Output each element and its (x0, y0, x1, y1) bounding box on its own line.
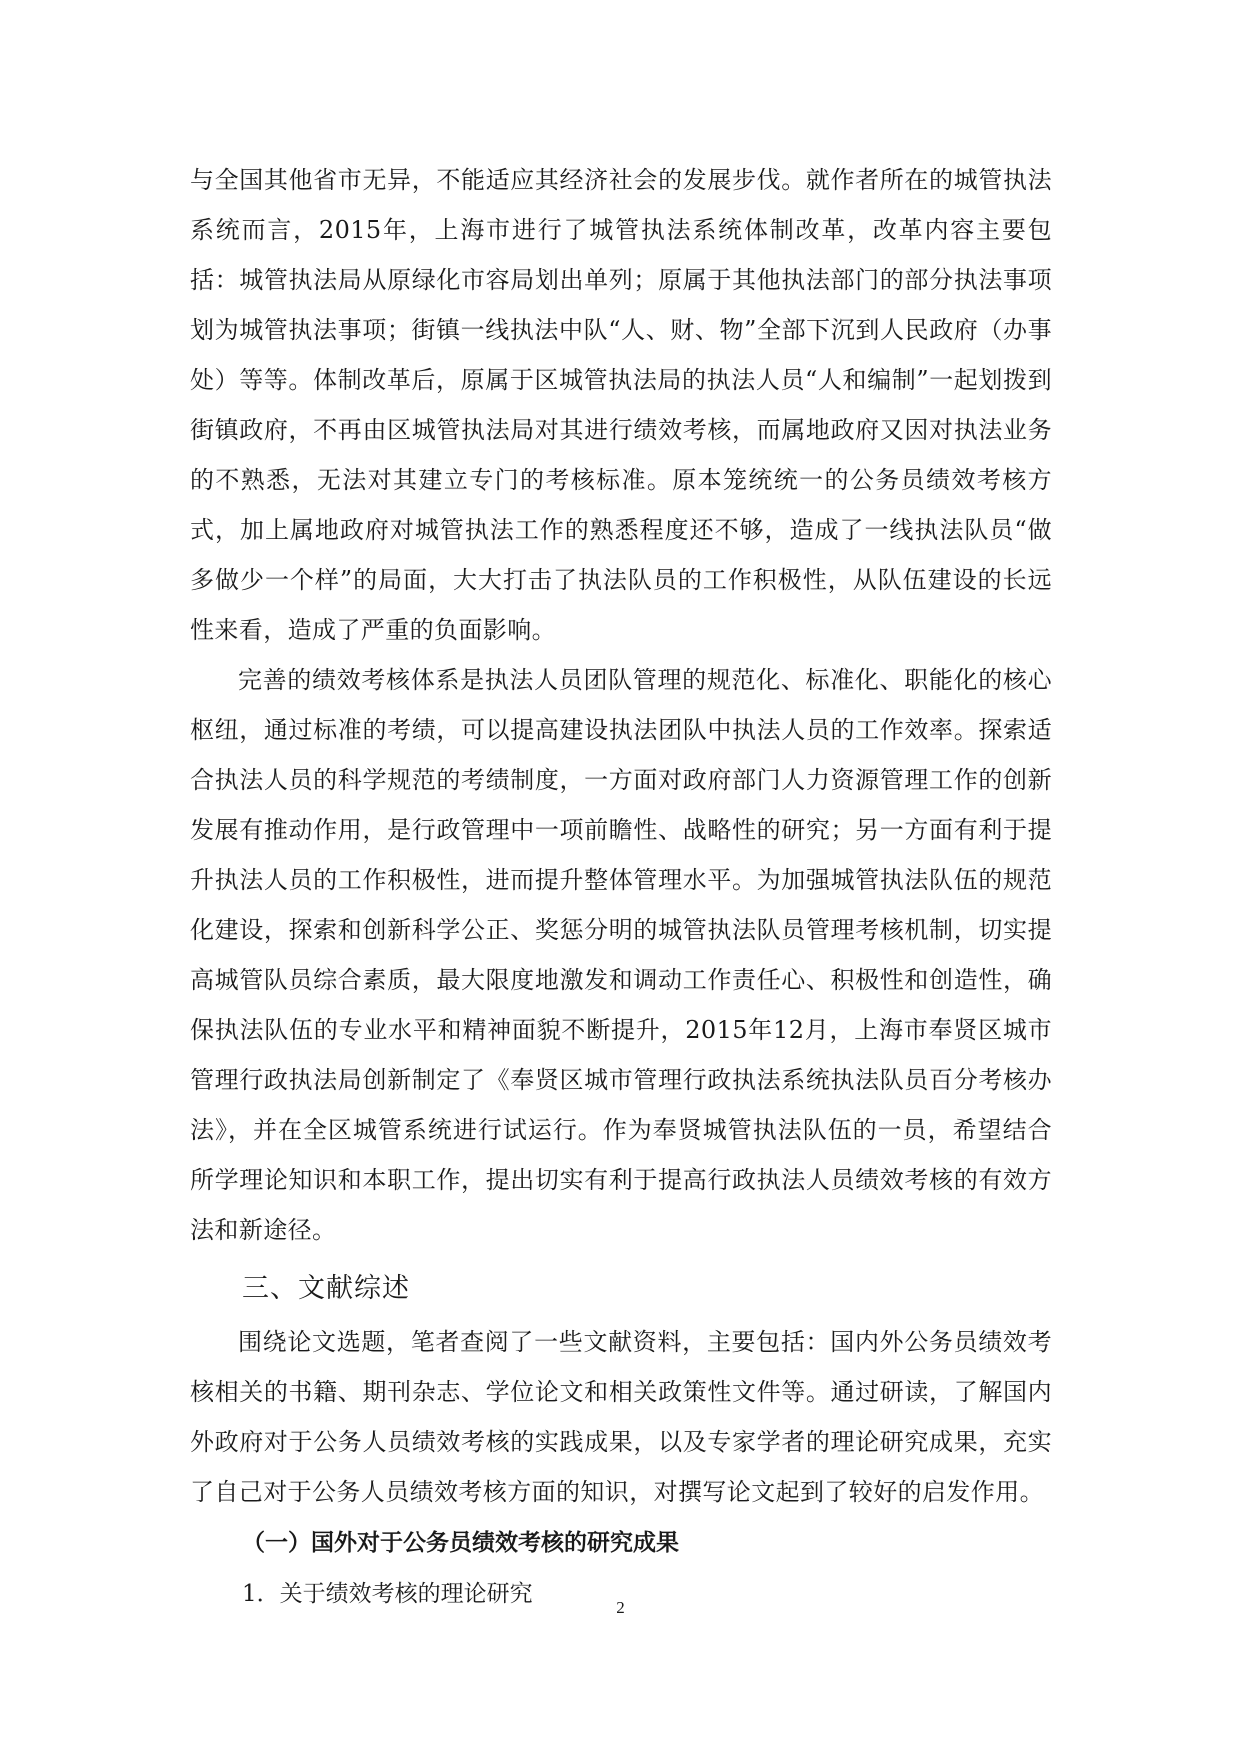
subheading-foreign-research: （一）国外对于公务员绩效考核的研究成果 (242, 1530, 679, 1556)
page-body (190, 155, 1052, 1619)
page-number: 2 (616, 1598, 625, 1617)
numbered-item-theory-research: 1．关于绩效考核的理论研究 (242, 1581, 533, 1607)
section-heading-literature-review: 三、文献综述 (242, 1273, 410, 1304)
paragraph-continuation: 与全国其他省市无异，不能适应其经济社会的发展步伐。就作者所在的城管执法系统而言，2015年，上海市进行了城管执法系统体制改革，改革内容主要包括：城管执法局从原绿化市容局划出单列；原属于其他执法部门的部分执法事项划为城管执法事项；街镇一线执法中队“人、财、物”全部下沉到人民政府（办事处）等等。体制改革后，原属于区城管执法局的执法人员“人和编制”一起划拨到街镇政府，不再由区城管执法局对其进行绩效考核，而属地政府又因对执法业务的不熟悉，无法对其建立专门的考核标准。原本笼统统一的公务员绩效考核方式，加上属地政府对城管执法工作的熟悉程度还不够，造成了一线执法队员“做多做少一个样”的局面，大大打击了执法队员的工作积极性，从队伍建设的长远性来看，造成了严重的负面影响。 (190, 166, 1052, 644)
paragraph-performance-system: 完善的绩效考核体系是执法人员团队管理的规范化、标准化、职能化的核心枢纽，通过标准的考绩，可以提高建设执法团队中执法人员的工作效率。探索适合执法人员的科学规范的考绩制度，一方面对政府部门人力资源管理工作的创新发展有推动作用，是行政管理中一项前瞻性、战略性的研究；另一方面有利于提升执法人员的工作积极性，进而提升整体管理水平。为加强城管执法队伍的规范化建设，探索和创新科学公正、奖惩分明的城管执法队员管理考核机制，切实提高城管队员综合素质，最大限度地激发和调动工作责任心、积极性和创造性，确保执法队伍的专业水平和精神面貌不断提升，2015年12月，上海市奉贤区城市管理行政执法局创新制定了《奉贤区城市管理行政执法系统执法队员百分考核办法》，并在全区城管系统进行试运行。作为奉贤城管执法队伍的一员，希望结合所学理论知识和本职工作，提出切实有利于提高行政执法人员绩效考核的有效方法和新途径。 (190, 666, 1052, 1244)
paragraph-literature-overview: 围绕论文选题，笔者查阅了一些文献资料，主要包括：国内外公务员绩效考核相关的书籍、期刊杂志、学位论文和相关政策性文件等。通过研读，了解国内外政府对于公务人员绩效考核的实践成果，以及专家学者的理论研究成果，充实了自己对于公务人员绩效考核方面的知识，对撰写论文起到了较好的启发作用。 (190, 1328, 1052, 1506)
